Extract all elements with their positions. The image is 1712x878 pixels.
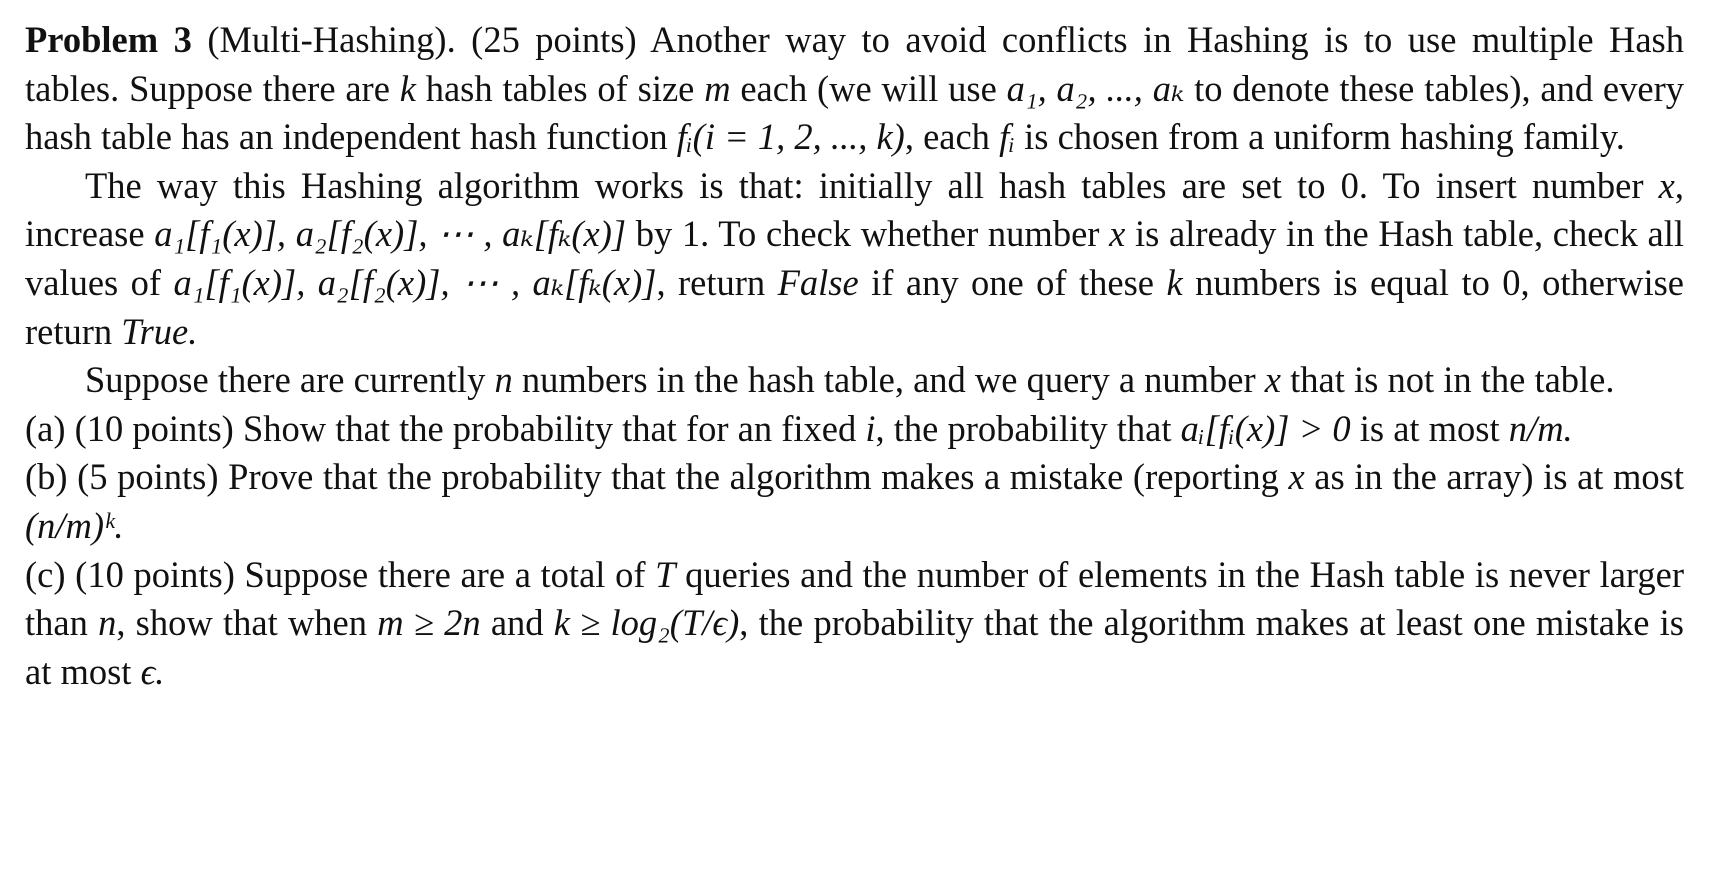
math-nm-k: (n/m)ᵏ.	[25, 504, 124, 546]
part-a: (a) (10 points) Show that the probability that for an fixed i, the probability that aᵢ[fᵢ(x)] > 0 is at most n/m.	[25, 407, 1573, 449]
math-fi-definition: fᵢ(i = 1, 2, ..., k)	[676, 116, 905, 158]
math-tables-list: a₁, a₂, ..., aₖ	[1006, 67, 1185, 109]
part-c-label: (c) (10 points)	[25, 553, 235, 595]
problem-intro: Problem 3 (Multi-Hashing). (25 points) Another way to avoid conflicts in Hashing is to use multiple Hash tables. Suppose there are k hash tables of size m each (we will use a₁, a₂, ..., aₖ to denote these tables), and every hash table has an independent hash function fᵢ(i = 1, 2, ..., k), each fᵢ is chosen from a uniform hashing family.	[25, 19, 1684, 158]
algorithm-description: The way this Hashing algorithm works is that: initially all hash tables are set to 0. To insert number x, increase a₁[f₁(x)], a₂[f₂(x)], ⋯ , aₖ[fₖ(x)] by 1. To check whether number x is already in the Hash table, check all values of a₁[f₁(x)], a₂[f₂(x)], ⋯ , aₖ[fₖ(x)], return False if any one of these k numbers is equal to 0, otherwise return True.	[25, 164, 1685, 352]
query-setup: Suppose there are currently n numbers in the hash table, and we query a number x that is not in the table.	[85, 359, 1615, 401]
math-x: x	[1264, 359, 1281, 401]
math-T: T	[655, 553, 676, 595]
math-k: k	[1166, 261, 1183, 303]
math-epsilon: ϵ.	[140, 650, 165, 692]
part-c: (c) (10 points) Suppose there are a total of T queries and the number of elements in the Hash table is never larger than n, show that when m ≥ 2n and k ≥ log₂(T/ϵ), the probability that the algorithm makes at least one mistake is at most ϵ.	[25, 553, 1685, 692]
part-b-label: (b) (5 points)	[25, 456, 219, 498]
math-n: n	[494, 359, 513, 401]
math-x: x	[1288, 456, 1305, 498]
math-k: k	[399, 67, 416, 109]
problem-points: (25 points)	[471, 19, 637, 60]
math-fi: fᵢ	[999, 116, 1015, 158]
false-word: False	[777, 261, 859, 303]
math-x: x	[1658, 164, 1675, 206]
math-n-over-m: n/m.	[1508, 407, 1573, 449]
math-k-ge-log: k ≥ log₂(T/ϵ)	[553, 602, 740, 644]
part-a-label: (a) (10 points)	[25, 407, 234, 449]
math-i: i	[865, 407, 876, 449]
math-n: n	[98, 602, 117, 644]
math-m-ge-2n: m ≥ 2n	[377, 602, 481, 644]
math-ai-fi-gt0: aᵢ[fᵢ(x)] > 0	[1180, 407, 1351, 449]
part-b: (b) (5 points) Prove that the probability that the algorithm makes a mistake (reporting x as in the array) is at most (n/m)ᵏ.	[25, 456, 1684, 546]
problem-heading: Problem 3	[25, 19, 192, 60]
math-m: m	[704, 67, 731, 109]
math-x: x	[1109, 213, 1126, 255]
true-word: True.	[121, 310, 198, 352]
math-check-list: a₁[f₁(x)], a₂[f₂(x)], ⋯ , aₖ[fₖ(x)]	[173, 261, 657, 303]
problem-title: (Multi-Hashing).	[207, 19, 456, 60]
math-increase-list: a₁[f₁(x)], a₂[f₂(x)], ⋯ , aₖ[fₖ(x)]	[154, 213, 627, 255]
